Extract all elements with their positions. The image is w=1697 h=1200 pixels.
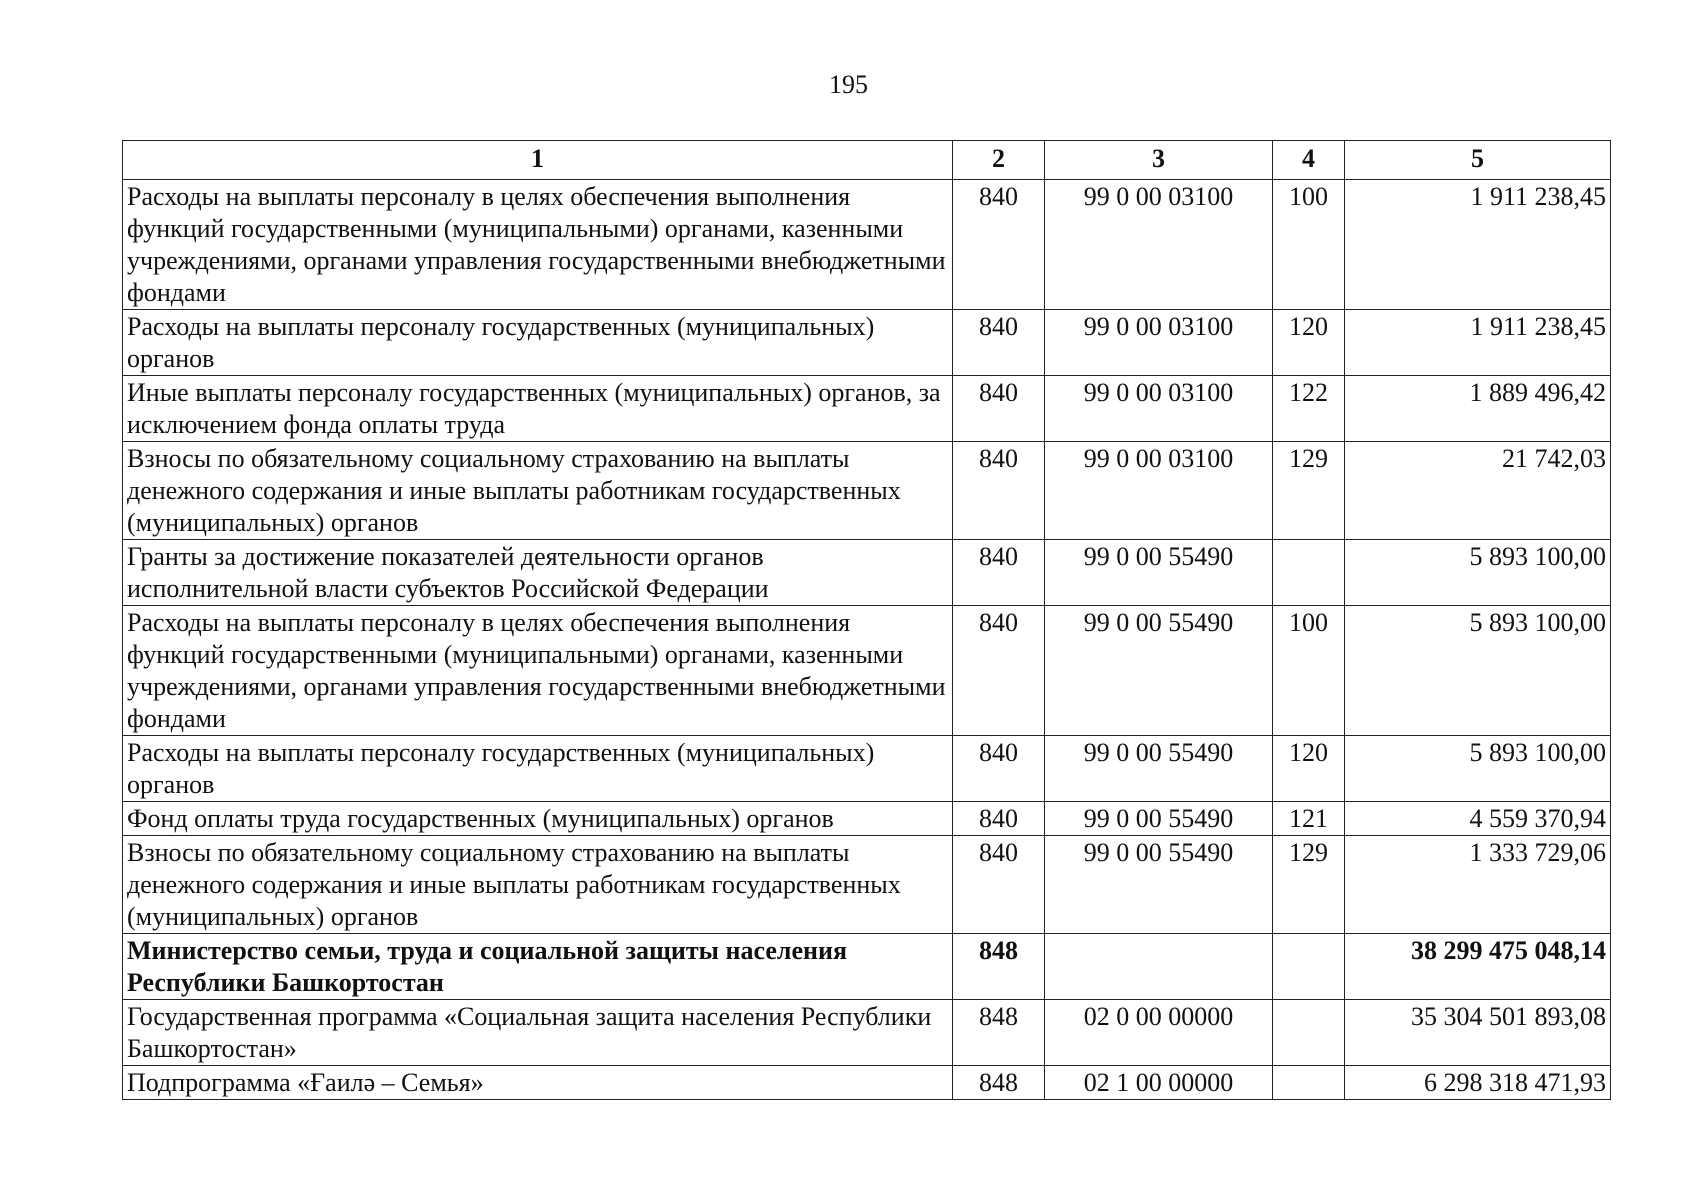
department-code-cell: 848	[953, 1000, 1045, 1066]
amount-cell: 5 893 100,00	[1345, 540, 1611, 606]
department-code-cell: 840	[953, 540, 1045, 606]
table-row	[123, 934, 1611, 1000]
expense-name-cell: Министерство семьи, труда и социальной защиты населения Республики Башкортостан	[123, 934, 953, 1000]
department-code-cell: 840	[953, 606, 1045, 736]
amount-cell: 1 911 238,45	[1345, 310, 1611, 376]
expense-name-cell: Гранты за достижение показателей деятельности органов исполнительной власти субъектов Российской Федерации	[123, 540, 953, 606]
department-code-cell: 840	[953, 442, 1045, 540]
table-body	[123, 180, 1611, 1100]
expense-type-cell	[1273, 1000, 1345, 1066]
expense-type-cell	[1273, 1066, 1345, 1100]
table-row	[123, 1000, 1611, 1066]
table-row	[123, 376, 1611, 442]
department-code-cell: 848	[953, 1066, 1045, 1100]
target-article-cell: 99 0 00 03100	[1045, 376, 1273, 442]
target-article-cell: 99 0 00 55490	[1045, 802, 1273, 836]
department-code-cell: 840	[953, 802, 1045, 836]
amount-cell: 1 911 238,45	[1345, 180, 1611, 310]
expense-type-cell	[1273, 934, 1345, 1000]
department-code-cell: 840	[953, 180, 1045, 310]
expense-type-cell: 129	[1273, 442, 1345, 540]
expense-type-cell: 120	[1273, 310, 1345, 376]
expense-name-cell: Расходы на выплаты персоналу государственных (муниципальных) органов	[123, 736, 953, 802]
table-row	[123, 736, 1611, 802]
column-header-5: 5	[1345, 141, 1611, 180]
table-row	[123, 1066, 1611, 1100]
target-article-cell: 99 0 00 55490	[1045, 606, 1273, 736]
expense-type-cell: 100	[1273, 180, 1345, 310]
amount-cell: 35 304 501 893,08	[1345, 1000, 1611, 1066]
table-row	[123, 442, 1611, 540]
target-article-cell: 99 0 00 55490	[1045, 540, 1273, 606]
table-row	[123, 310, 1611, 376]
table-row	[123, 606, 1611, 736]
amount-cell: 1 889 496,42	[1345, 376, 1611, 442]
department-code-cell: 840	[953, 836, 1045, 934]
expense-name-cell: Взносы по обязательному социальному страхованию на выплаты денежного содержания и иные выплаты работникам государственных (муниципальных) органов	[123, 836, 953, 934]
expense-type-cell: 121	[1273, 802, 1345, 836]
expense-name-cell: Расходы на выплаты персоналу в целях обеспечения выполнения функций государственными (муниципальными) органами, казенными учреждениями, органами управления государственными внебюджетными фондами	[123, 180, 953, 310]
expense-name-cell: Государственная программа «Социальная защита населения Республики Башкортостан»	[123, 1000, 953, 1066]
expense-type-cell: 122	[1273, 376, 1345, 442]
amount-cell: 5 893 100,00	[1345, 736, 1611, 802]
table-row	[123, 836, 1611, 934]
expense-name-cell: Расходы на выплаты персоналу государственных (муниципальных) органов	[123, 310, 953, 376]
target-article-cell: 02 0 00 00000	[1045, 1000, 1273, 1066]
column-header-3: 3	[1045, 141, 1273, 180]
expense-name-cell: Взносы по обязательному социальному страхованию на выплаты денежного содержания и иные выплаты работникам государственных (муниципальных) органов	[123, 442, 953, 540]
amount-cell: 38 299 475 048,14	[1345, 934, 1611, 1000]
expense-type-cell: 129	[1273, 836, 1345, 934]
department-code-cell: 848	[953, 934, 1045, 1000]
department-code-cell: 840	[953, 736, 1045, 802]
column-header-4: 4	[1273, 141, 1345, 180]
expense-type-cell: 120	[1273, 736, 1345, 802]
amount-cell: 1 333 729,06	[1345, 836, 1611, 934]
page-number: 195	[829, 70, 868, 99]
department-code-cell: 840	[953, 310, 1045, 376]
amount-cell: 5 893 100,00	[1345, 606, 1611, 736]
target-article-cell: 99 0 00 03100	[1045, 310, 1273, 376]
target-article-cell: 99 0 00 55490	[1045, 836, 1273, 934]
amount-cell: 21 742,03	[1345, 442, 1611, 540]
expense-name-cell: Фонд оплаты труда государственных (муниципальных) органов	[123, 802, 953, 836]
amount-cell: 6 298 318 471,93	[1345, 1066, 1611, 1100]
target-article-cell: 99 0 00 03100	[1045, 180, 1273, 310]
expense-name-cell: Подпрограмма «Ғаилә – Семья»	[123, 1066, 953, 1100]
table-row	[123, 802, 1611, 836]
target-article-cell: 99 0 00 55490	[1045, 736, 1273, 802]
column-header-2: 2	[953, 141, 1045, 180]
expense-type-cell	[1273, 540, 1345, 606]
target-article-cell: 99 0 00 03100	[1045, 442, 1273, 540]
expense-name-cell: Расходы на выплаты персоналу в целях обеспечения выполнения функций государственными (муниципальными) органами, казенными учреждениями, органами управления государственными внебюджетными фондами	[123, 606, 953, 736]
amount-cell: 4 559 370,94	[1345, 802, 1611, 836]
expense-type-cell: 100	[1273, 606, 1345, 736]
column-header-1: 1	[123, 141, 953, 180]
target-article-cell	[1045, 934, 1273, 1000]
table-row	[123, 180, 1611, 310]
department-code-cell: 840	[953, 376, 1045, 442]
budget-table	[122, 140, 1611, 1100]
target-article-cell: 02 1 00 00000	[1045, 1066, 1273, 1100]
header-row	[123, 141, 1611, 180]
table-row	[123, 540, 1611, 606]
expense-name-cell: Иные выплаты персоналу государственных (муниципальных) органов, за исключением фонда оплаты труда	[123, 376, 953, 442]
